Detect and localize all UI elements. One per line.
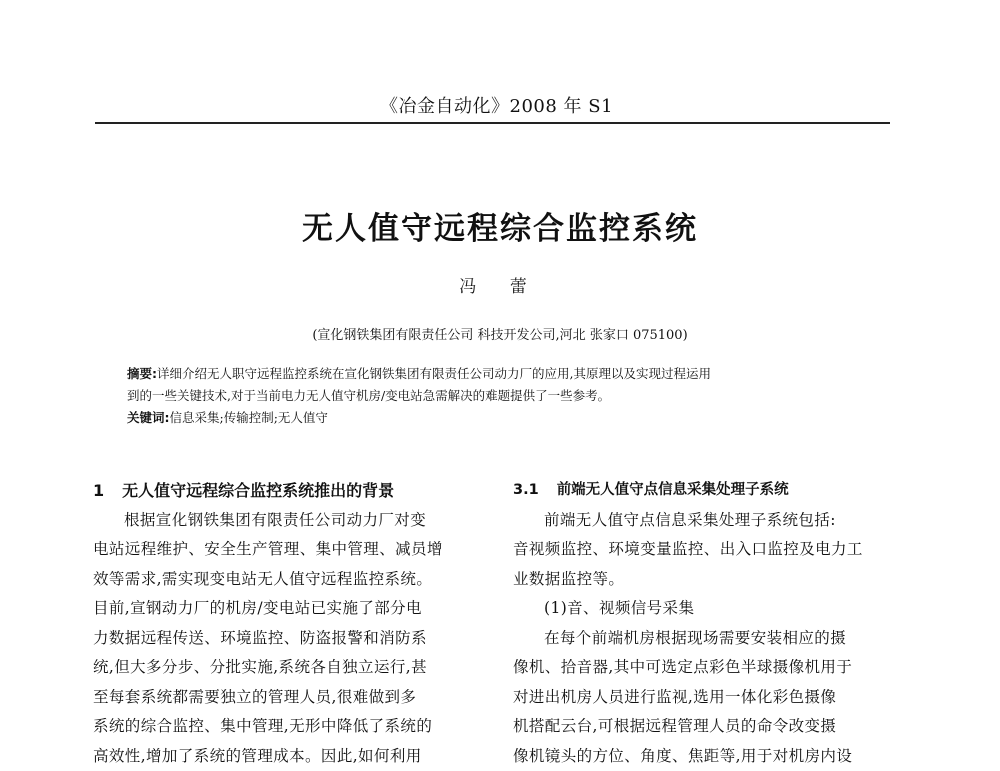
abstract-line: [127, 363, 872, 385]
author-affiliation: (宣化钢铁集团有限责任公司 科技开发公司,河北 张家口 075100): [0, 324, 1000, 343]
body-line: 系统的综合监控、集中管理,无形中降低了系统的: [93, 712, 473, 742]
paper-title: 无人值守远程综合监控系统: [0, 203, 1000, 248]
body-line: 高效性,增加了系统的管理成本。因此,如何利用: [93, 742, 473, 771]
keywords-line: [127, 407, 872, 429]
body-line: 至每套系统都需要独立的管理人员,很难做到多: [93, 683, 473, 713]
body-line: 前端无人值守点信息采集处理子系统包括:: [513, 506, 893, 536]
section-title: 前端无人值守点信息采集处理子系统: [557, 482, 789, 498]
body-line: 效等需求,需实现变电站无人值守远程监控系统。: [93, 565, 473, 595]
right-column: [513, 476, 893, 771]
body-line: (1)音、视频信号采集: [513, 594, 893, 624]
author-name: 冯 蕾: [0, 272, 1000, 297]
keywords-label: 关键词:: [127, 410, 170, 425]
section-title: 无人值守远程综合监控系统推出的背景: [122, 481, 394, 500]
body-line: 力数据远程传送、环境监控、防盗报警和消防系: [93, 624, 473, 654]
body-line: 在每个前端机房根据现场需要安装相应的摄: [513, 624, 893, 654]
section-heading: [93, 476, 473, 506]
section-number: 3.1: [513, 482, 539, 498]
left-column: [93, 476, 473, 771]
abstract-label: 摘要:: [127, 366, 157, 381]
body-line: 电站远程维护、安全生产管理、集中管理、减员增: [93, 535, 473, 565]
keywords-text: 信息采集;传输控制;无人值守: [170, 410, 328, 425]
section-number: 1: [93, 481, 104, 500]
body-line: 业数据监控等。: [513, 565, 893, 595]
abstract-text: 详细介绍无人职守远程监控系统在宣化钢铁集团有限责任公司动力厂的应用,其原理以及实现过程运用: [157, 366, 711, 381]
body-line: 机搭配云台,可根据远程管理人员的命令改变摄: [513, 712, 893, 742]
abstract-line: 到的一些关键技术,对于当前电力无人值守机房/变电站急需解决的难题提供了一些参考。: [127, 385, 872, 407]
body-line: 音视频监控、环境变量监控、出入口监控及电力工: [513, 535, 893, 565]
abstract-block: [127, 363, 872, 429]
body-line: 像机镜头的方位、角度、焦距等,用于对机房内设: [513, 742, 893, 771]
body-line: 像机、拾音器,其中可选定点彩色半球摄像机用于: [513, 653, 893, 683]
body-line: 根据宣化钢铁集团有限责任公司动力厂对变: [93, 506, 473, 536]
body-line: 对进出机房人员进行监视,选用一体化彩色摄像: [513, 683, 893, 713]
subsection-heading: [513, 476, 893, 506]
header-rule: [95, 122, 890, 124]
body-line: 统,但大多分步、分批实施,系统各自独立运行,甚: [93, 653, 473, 683]
body-line: 目前,宣钢动力厂的机房/变电站已实施了部分电: [93, 594, 473, 624]
journal-running-header: 《冶金自动化》2008 年 S1: [380, 92, 613, 118]
